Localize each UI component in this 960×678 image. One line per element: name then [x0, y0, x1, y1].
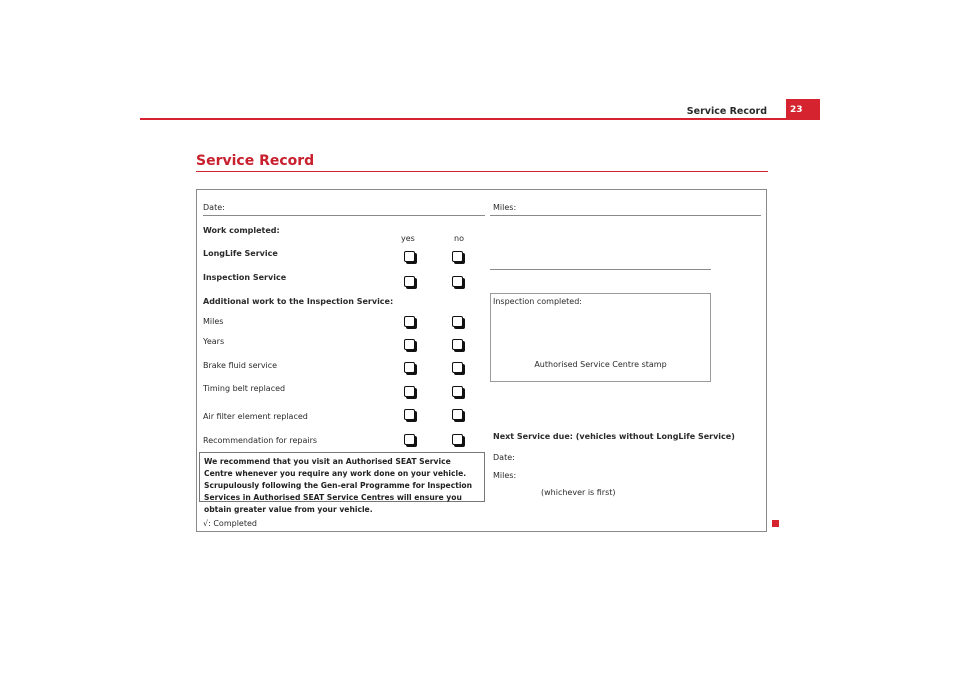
next-miles-label: Miles: — [493, 471, 517, 480]
running-header-title: Service Record — [686, 106, 767, 117]
stamp-label: Authorised Service Centre stamp — [534, 360, 667, 369]
checkbox-inspection-no[interactable] — [452, 276, 463, 287]
checkbox-years-no[interactable] — [452, 339, 463, 350]
item-recommendation: Recommendation for repairs — [203, 436, 318, 445]
checkbox-longlife-no[interactable] — [452, 251, 463, 262]
yes-column-label: yes — [401, 234, 415, 243]
checkbox-airfilter-yes[interactable] — [404, 409, 415, 420]
checkbox-brake-yes[interactable] — [404, 362, 415, 373]
item-brake-fluid: Brake fluid service — [203, 361, 278, 370]
checkbox-recommendation-yes[interactable] — [404, 434, 415, 445]
work-completed-label: Work completed: — [203, 226, 280, 235]
page-number-badge: 23 — [786, 99, 820, 119]
completed-footnote: √: Completed — [203, 519, 257, 528]
checkbox-timing-yes[interactable] — [404, 386, 415, 397]
next-service-label: Next Service due: (vehicles without LongLife Service) — [493, 432, 735, 441]
checkbox-inspection-yes[interactable] — [404, 276, 415, 287]
checkbox-years-yes[interactable] — [404, 339, 415, 350]
miles-label: Miles: — [493, 203, 517, 212]
item-inspection-service: Inspection Service — [203, 273, 287, 282]
checkbox-airfilter-no[interactable] — [452, 409, 463, 420]
separator-line — [490, 269, 711, 270]
item-longlife-service: LongLife Service — [203, 249, 278, 258]
checkbox-recommendation-no[interactable] — [452, 434, 463, 445]
checkbox-miles-no[interactable] — [452, 316, 463, 327]
date-field-line[interactable] — [203, 215, 485, 216]
checkbox-brake-no[interactable] — [452, 362, 463, 373]
section-divider — [196, 171, 768, 172]
checkbox-miles-yes[interactable] — [404, 316, 415, 327]
recommendation-notice: We recommend that you visit an Authorised SEAT Service Centre whenever you require any work done on your vehicle. Scrupulously following the Gen-eral Programme for Inspection Services in Authorised SEAT Service Centres will ensure you obtain greater value from your vehicle. — [199, 452, 485, 502]
section-title: Service Record — [196, 153, 315, 169]
item-additional-work: Additional work to the Inspection Service: — [203, 297, 394, 306]
checkbox-longlife-yes[interactable] — [404, 251, 415, 262]
whichever-note: (whichever is first) — [541, 488, 616, 497]
item-years: Years — [203, 337, 225, 346]
miles-field-line[interactable] — [490, 215, 761, 216]
inspection-completed-label: Inspection completed: — [493, 297, 583, 306]
item-miles: Miles — [203, 317, 224, 326]
end-of-section-marker — [772, 520, 779, 527]
no-column-label: no — [454, 234, 464, 243]
date-label: Date: — [203, 203, 225, 212]
item-timing-belt: Timing belt replaced — [203, 384, 286, 393]
next-date-label: Date: — [493, 453, 515, 462]
item-air-filter: Air filter element replaced — [203, 412, 308, 421]
header-divider — [140, 118, 820, 120]
checkbox-timing-no[interactable] — [452, 386, 463, 397]
